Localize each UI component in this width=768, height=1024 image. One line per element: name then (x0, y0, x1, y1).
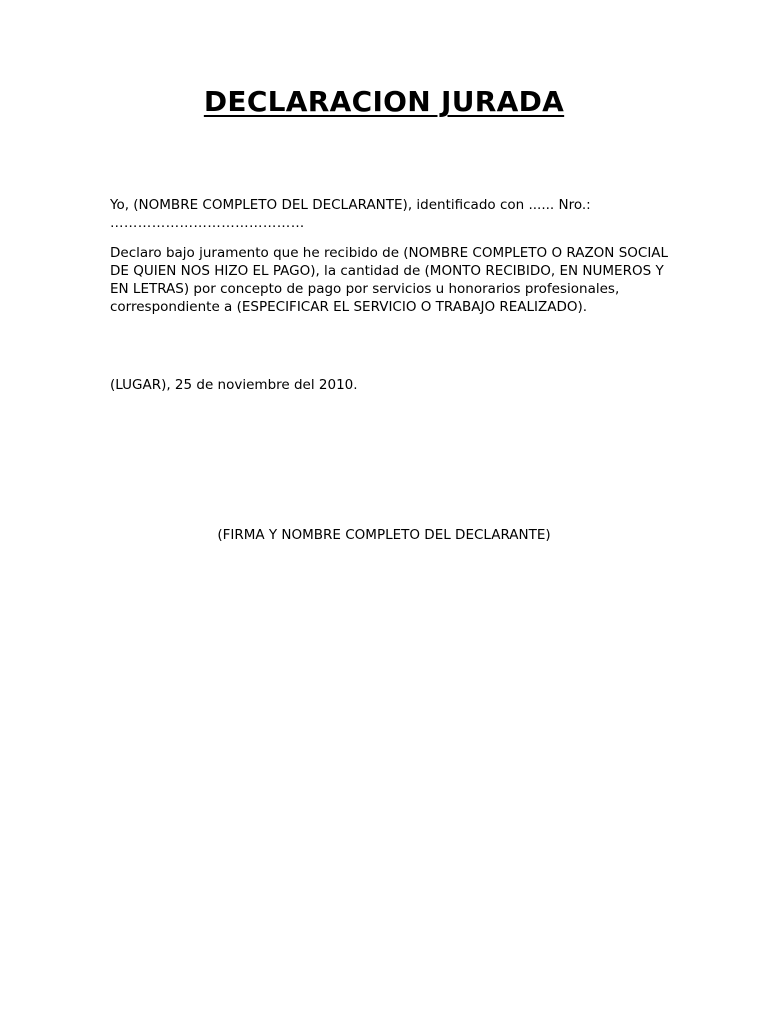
declarant-identification-line: Yo, (NOMBRE COMPLETO DEL DECLARANTE), identificado con ...... Nro.: (110, 197, 591, 213)
document-title-text: DECLARACION JURADA (203, 85, 565, 118)
signature-line: (FIRMA Y NOMBRE COMPLETO DEL DECLARANTE) (217, 527, 551, 543)
identification-number-blank: …………………………………… (110, 215, 305, 231)
place-and-date: (LUGAR), 25 de noviembre del 2010. (110, 377, 358, 393)
declaration-paragraph: Declaro bajo juramento que he recibido de (NOMBRE COMPLETO O RAZON SOCIAL DE QUIEN NOS HIZO EL PAGO), la cantidad de (MONTO RECIBIDO, EN NUMEROS Y EN LETRAS) por concepto de pago por servicios u honorarios profesionales, correspondiente a (ESPECIFICAR EL SERVICIO O TRABAJO REALIZADO). (110, 245, 669, 315)
document-title (0, 84, 768, 120)
declarant-identification-paragraph (110, 196, 670, 232)
